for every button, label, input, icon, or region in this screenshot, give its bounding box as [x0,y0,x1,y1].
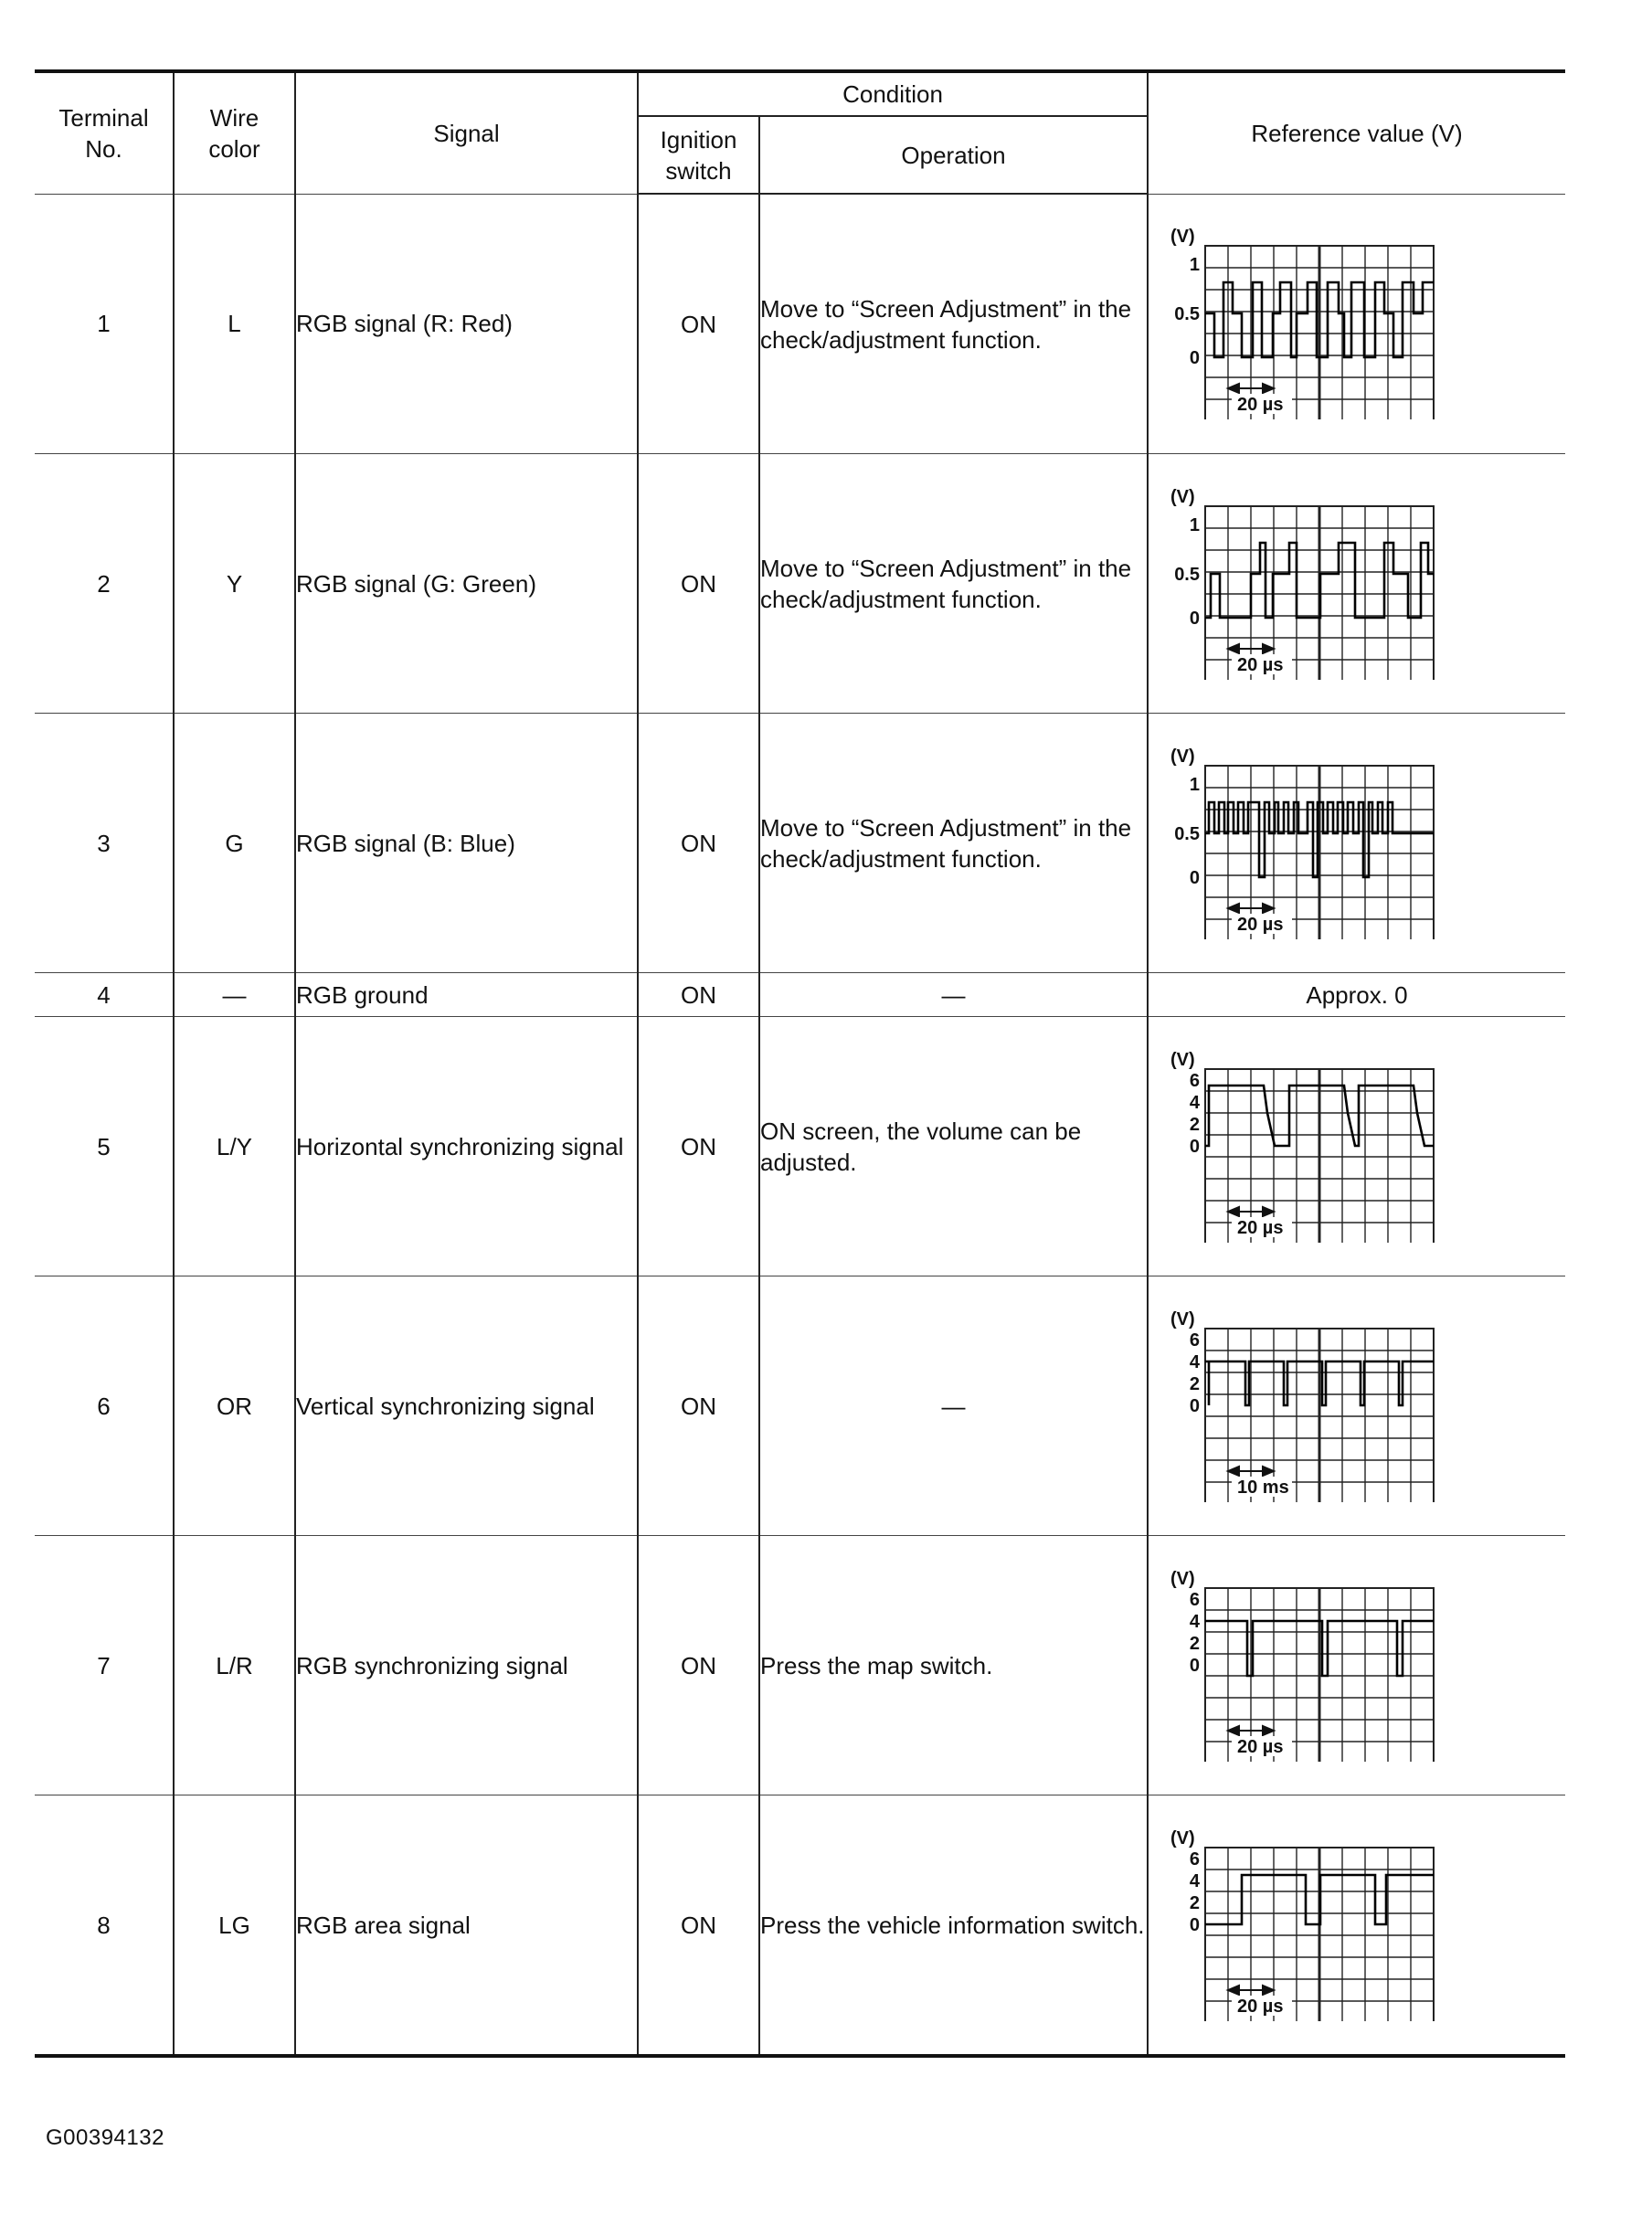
terminal-no-cell: 3 [35,714,174,973]
table-row [35,1536,1565,1795]
table-row [35,194,1565,454]
terminal-table [35,69,1565,2058]
terminal-no-cell: 1 [35,194,174,454]
table-row [35,1017,1565,1276]
oscilloscope-waveform [1167,747,1450,939]
wire-color-cell: OR [174,1276,295,1536]
ignition-switch-cell: ON [638,1536,759,1795]
operation-cell: Move to “Screen Adjustment” in the check/adjustment function. [759,454,1148,714]
wire-color-cell: — [174,973,295,1017]
oscilloscope-waveform [1167,1310,1450,1502]
terminal-no-cell: 2 [35,454,174,714]
operation-cell: Press the vehicle information switch. [759,1795,1148,2057]
ignition-switch-cell: ON [638,714,759,973]
scope-axis-tick: 4 [1189,1092,1201,1113]
signal-cell: RGB area signal [295,1795,638,2057]
header-ignition-switch: Ignition switch [638,116,759,194]
scope-axis-tick: 0 [1189,608,1201,629]
scope-time-label: 10 ms [1237,1477,1289,1498]
scope-axis-tick: 2 [1189,1114,1201,1135]
signal-cell: RGB signal (R: Red) [295,194,638,454]
reference-value-cell [1148,1795,1565,2057]
table-row [35,714,1565,973]
signal-cell: Vertical synchronizing signal [295,1276,638,1536]
oscilloscope-waveform [1167,228,1450,419]
scope-axis-tick: 0 [1189,867,1201,888]
operation-cell: — [759,973,1148,1017]
wire-color-cell: L/Y [174,1017,295,1276]
header-signal: Signal [295,71,638,194]
scope-axis-tick: 1 [1189,774,1201,795]
reference-value-cell [1148,194,1565,454]
scope-axis-tick: 1 [1189,255,1201,276]
terminal-no-cell: 4 [35,973,174,1017]
operation-cell: ON screen, the volume can be adjusted. [759,1017,1148,1276]
header-wire-color: Wire color [174,71,295,194]
ignition-switch-cell: ON [638,973,759,1017]
ignition-switch-cell: ON [638,194,759,454]
scope-unit-label: (V) [1170,1828,1195,1848]
scope-axis-tick: 4 [1189,1611,1201,1632]
signal-cell: Horizontal synchronizing signal [295,1017,638,1276]
wire-color-cell: G [174,714,295,973]
scope-time-label: 20 µs [1237,1996,1284,2017]
signal-cell: RGB synchronizing signal [295,1536,638,1795]
scope-axis-tick: 0.5 [1174,564,1201,585]
scope-unit-label: (V) [1170,1050,1195,1070]
header-condition: Condition [638,71,1148,116]
scope-axis-tick: 4 [1189,1351,1201,1372]
signal-cell: RGB signal (B: Blue) [295,714,638,973]
scope-unit-label: (V) [1170,1309,1195,1329]
scope-unit-label: (V) [1170,1569,1195,1589]
table-row [35,1795,1565,2057]
header-terminal-no: Terminal No. [35,71,174,194]
scope-unit-label: (V) [1170,747,1195,767]
ignition-switch-cell: ON [638,1795,759,2057]
scope-axis-tick: 0.5 [1174,823,1201,844]
scope-time-label: 20 µs [1237,654,1284,675]
scope-time-label: 20 µs [1237,914,1284,935]
scope-axis-tick: 6 [1189,1070,1201,1091]
ignition-switch-cell: ON [638,1276,759,1536]
header-operation: Operation [759,116,1148,194]
signal-cell: RGB signal (G: Green) [295,454,638,714]
reference-value-cell [1148,714,1565,973]
scope-axis-tick: 2 [1189,1373,1201,1394]
table-row [35,1276,1565,1536]
scope-axis-tick: 0 [1189,348,1201,369]
terminal-no-cell: 6 [35,1276,174,1536]
reference-value-cell: Approx. 0 [1148,973,1565,1017]
scope-unit-label: (V) [1170,228,1195,248]
wire-color-cell: Y [174,454,295,714]
scope-time-label: 20 µs [1237,395,1284,416]
scope-axis-tick: 4 [1189,1870,1201,1891]
oscilloscope-waveform [1167,1051,1450,1243]
oscilloscope-waveform [1167,1570,1450,1762]
operation-cell: Move to “Screen Adjustment” in the check/adjustment function. [759,714,1148,973]
header-reference-value: Reference value (V) [1148,71,1565,194]
terminal-no-cell: 5 [35,1017,174,1276]
scope-unit-label: (V) [1170,487,1195,507]
scope-axis-tick: 6 [1189,1848,1201,1870]
scope-axis-tick: 2 [1189,1633,1201,1654]
operation-cell: Move to “Screen Adjustment” in the check/adjustment function. [759,194,1148,454]
scope-axis-tick: 6 [1189,1329,1201,1351]
scope-axis-tick: 6 [1189,1589,1201,1610]
operation-cell: Press the map switch. [759,1536,1148,1795]
scope-axis-tick: 0 [1189,1655,1201,1676]
wire-color-cell: LG [174,1795,295,2057]
reference-value-cell [1148,1276,1565,1536]
scope-axis-tick: 0 [1189,1914,1201,1935]
scope-axis-tick: 0 [1189,1395,1201,1416]
scope-axis-tick: 1 [1189,514,1201,535]
wire-color-cell: L [174,194,295,454]
scope-axis-tick: 0 [1189,1136,1201,1157]
signal-cell: RGB ground [295,973,638,1017]
wire-color-cell: L/R [174,1536,295,1795]
table-row [35,454,1565,714]
waveform-trace [1205,1875,1434,1924]
scope-axis-tick: 2 [1189,1892,1201,1913]
ignition-switch-cell: ON [638,1017,759,1276]
reference-value-cell [1148,1536,1565,1795]
reference-value-cell [1148,1017,1565,1276]
oscilloscope-waveform [1167,1829,1450,2021]
table-row [35,973,1565,1017]
terminal-no-cell: 8 [35,1795,174,2057]
reference-value-cell [1148,454,1565,714]
scope-axis-tick: 0.5 [1174,304,1201,325]
terminal-no-cell: 7 [35,1536,174,1795]
operation-cell: — [759,1276,1148,1536]
oscilloscope-waveform [1167,488,1450,680]
scope-time-label: 20 µs [1237,1736,1284,1757]
scope-time-label: 20 µs [1237,1217,1284,1238]
document-code: G00394132 [46,2125,164,2150]
ignition-switch-cell: ON [638,454,759,714]
